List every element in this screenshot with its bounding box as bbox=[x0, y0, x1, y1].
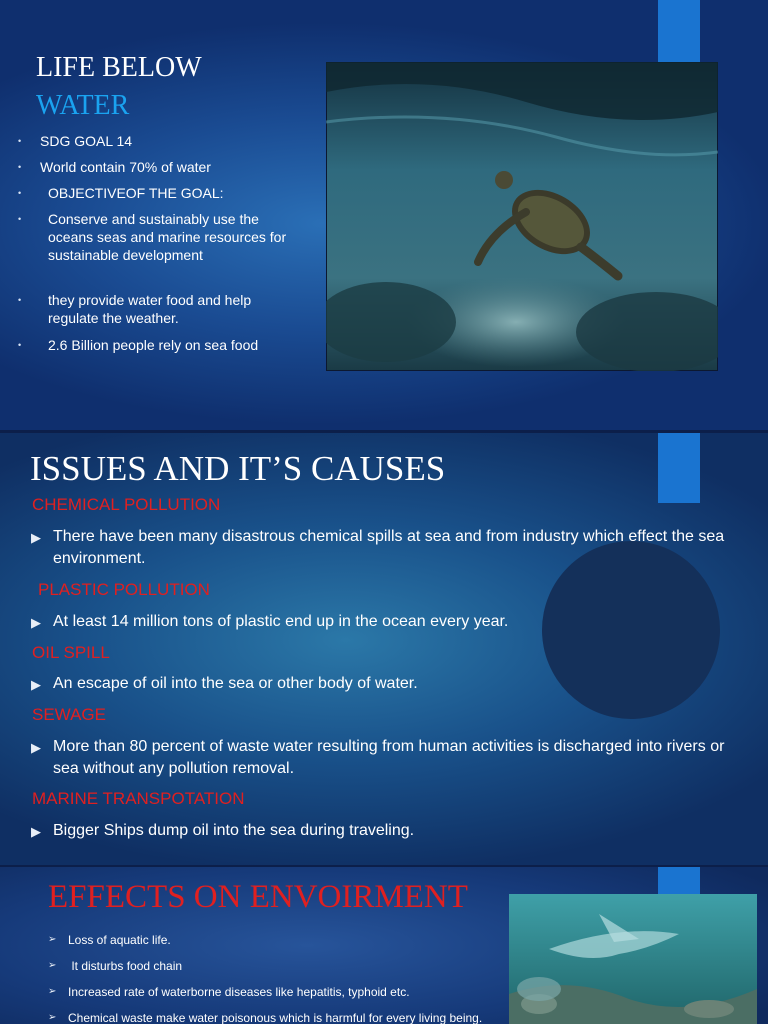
bullet-icon: • bbox=[18, 295, 22, 305]
bullet-text: World contain 70% of water bbox=[40, 159, 211, 175]
list-item bbox=[18, 291, 298, 336]
arrow-bullet-icon: ▶ bbox=[31, 740, 41, 755]
bullet-text: OBJECTIVEOF THE GOAL: bbox=[48, 185, 224, 201]
section-text-content: There have been many disastrous chemical spills at sea and from industry which effect the sea environment. bbox=[53, 528, 725, 567]
bullet-text: 2.6 Billion people rely on sea food bbox=[48, 337, 259, 353]
section-text bbox=[31, 820, 743, 842]
section-heading: MARINE TRANSPOTATION bbox=[32, 789, 245, 808]
sea-turtle-photo bbox=[326, 62, 718, 371]
section-text bbox=[31, 611, 743, 633]
arrow-bullet-icon: ▶ bbox=[31, 824, 41, 839]
bullet-text: Chemical waste make water poisonous which is harmful for every living being. bbox=[68, 1011, 483, 1024]
slide-issues-and-causes bbox=[0, 433, 768, 865]
bullet-icon: • bbox=[18, 340, 22, 350]
accent-tab bbox=[658, 433, 700, 503]
slide3-title: EFFECTS ON ENVOIRMENT bbox=[48, 879, 468, 915]
bullet-text: Increased rate of waterborne diseases like hepatitis, typhoid etc. bbox=[68, 985, 410, 999]
slide-effects-on-environment bbox=[0, 867, 768, 1024]
list-item bbox=[18, 132, 298, 158]
bullet-text: Conserve and sustainably use the oceans seas and marine resources for sustainable development bbox=[48, 211, 287, 263]
bullet-icon: • bbox=[18, 188, 22, 198]
slide1-title-line2: WATER bbox=[36, 90, 130, 121]
list-item bbox=[48, 953, 508, 979]
arrow-bullet-icon: ▶ bbox=[31, 530, 41, 545]
arrow-bullet-icon: ▶ bbox=[31, 677, 41, 692]
slide1-title-line1: LIFE BELOW bbox=[36, 52, 202, 83]
list-item bbox=[48, 979, 508, 1005]
chevron-bullet-icon: ➢ bbox=[48, 960, 57, 971]
bullet-icon: • bbox=[18, 214, 22, 224]
bullet-icon: • bbox=[18, 136, 22, 146]
section-text bbox=[31, 526, 743, 570]
bullet-text: they provide water food and help regulate the weather. bbox=[48, 292, 252, 326]
list-item bbox=[48, 1005, 508, 1024]
arrow-bullet-icon: ▶ bbox=[31, 615, 41, 630]
bullet-text: Loss of aquatic life. bbox=[68, 933, 171, 947]
section-heading: PLASTIC POLLUTION bbox=[38, 580, 210, 599]
list-item bbox=[18, 336, 298, 358]
list-item bbox=[48, 927, 508, 953]
section-heading: OIL SPILL bbox=[32, 643, 110, 662]
section-text-content: At least 14 million tons of plastic end up in the ocean every year. bbox=[53, 613, 509, 630]
bullet-text: SDG GOAL 14 bbox=[40, 133, 133, 149]
chevron-bullet-icon: ➢ bbox=[48, 1012, 57, 1023]
chevron-bullet-icon: ➢ bbox=[48, 934, 57, 945]
slide3-bullet-list bbox=[48, 927, 508, 1024]
section-heading: CHEMICAL POLLUTION bbox=[32, 495, 221, 514]
section-heading: SEWAGE bbox=[32, 705, 106, 724]
list-item bbox=[18, 210, 298, 291]
chevron-bullet-icon: ➢ bbox=[48, 986, 57, 997]
bullet-text: It disturbs food chain bbox=[68, 959, 183, 973]
bullet-icon: • bbox=[18, 162, 22, 172]
section-text-content: More than 80 percent of waste water resulting from human activities is discharged into rivers or sea without any pollution removal. bbox=[53, 738, 725, 777]
slide2-title: ISSUES AND IT’S CAUSES bbox=[30, 449, 446, 488]
slide1-bullet-list bbox=[18, 132, 298, 358]
section-text-content: An escape of oil into the sea or other body of water. bbox=[53, 675, 418, 692]
slide-life-below-water bbox=[0, 0, 768, 430]
list-item bbox=[18, 158, 298, 184]
section-text bbox=[31, 673, 743, 695]
accent-tab bbox=[658, 867, 700, 897]
list-item bbox=[18, 184, 298, 210]
underwater-fish-photo bbox=[509, 894, 757, 1024]
section-text bbox=[31, 736, 743, 780]
section-text-content: Bigger Ships dump oil into the sea during traveling. bbox=[53, 822, 415, 839]
accent-tab bbox=[658, 0, 700, 62]
